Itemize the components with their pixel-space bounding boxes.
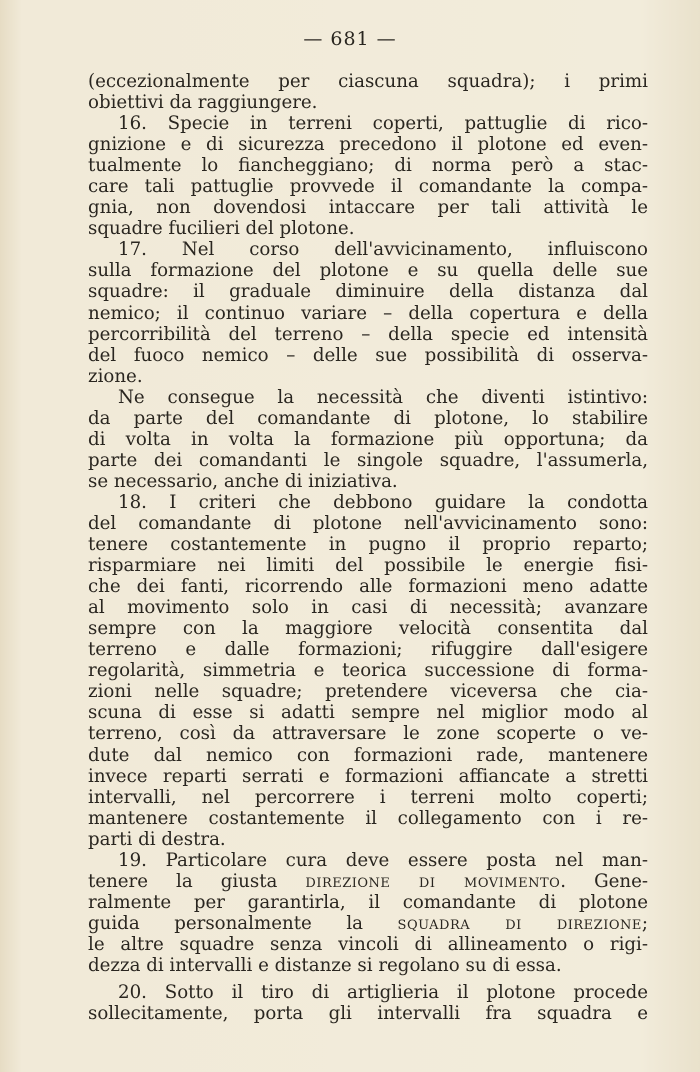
text-line <box>88 829 648 850</box>
text-line <box>88 92 648 113</box>
text-line <box>88 934 648 955</box>
text-run: gnia, non dovendosi intaccare per tali attività le <box>88 197 648 219</box>
text-line <box>88 281 648 302</box>
text-run: squadre: il graduale diminuire della distanza dal <box>88 281 648 303</box>
text-line <box>88 808 648 829</box>
text-line <box>88 513 648 534</box>
text-line <box>88 787 648 808</box>
text-run: sulla formazione del plotone e su quella delle sue <box>88 260 648 282</box>
text-line <box>88 260 648 281</box>
text-line <box>88 618 648 639</box>
text-run: del fuoco nemico – delle sue possibilità di osserva- <box>88 344 648 366</box>
text-line <box>88 113 648 134</box>
text-line <box>88 534 648 555</box>
text-line <box>88 576 648 597</box>
text-run: guida personalmente la <box>88 912 398 934</box>
text-run: regolarità, simmetria e teorica successione di forma- <box>88 660 648 682</box>
text-run: parti di destra. <box>88 828 226 850</box>
text-run: tenere costantemente in pugno il proprio reparto; <box>88 534 648 556</box>
text-line <box>88 555 648 576</box>
text-line <box>88 597 648 618</box>
small-caps-term: squadra di direzione <box>397 912 642 934</box>
text-run: zioni nelle squadre; pretendere viceversa che cia- <box>88 681 648 703</box>
text-line <box>88 681 648 702</box>
text-run: 19. Particolare cura deve essere posta nel man- <box>118 849 648 871</box>
text-run: sollecitamente, porta gli intervalli fra squadra e <box>88 1003 648 1025</box>
text-line <box>88 871 648 892</box>
text-run: da parte del comandante di plotone, lo stabilire <box>88 407 648 429</box>
text-line <box>88 197 648 218</box>
text-line <box>88 71 648 92</box>
text-run: obiettivi da raggiungere. <box>88 92 318 114</box>
text-line <box>88 450 648 471</box>
text-run: . Gene- <box>560 870 648 892</box>
text-run: ralmente per garantirla, il comandante di plotone <box>88 891 648 913</box>
text-line <box>88 702 648 723</box>
text-run: mantenere costantemente il collegamento con i re- <box>88 807 648 829</box>
text-line <box>88 745 648 766</box>
text-line <box>88 345 648 366</box>
text-line <box>88 429 648 450</box>
text-run: 18. I criteri che debbono guidare la condotta <box>118 491 648 513</box>
text-line <box>88 1003 648 1024</box>
text-line <box>88 387 648 408</box>
text-run: nemico; il continuo variare – della copertura e della <box>88 302 648 324</box>
text-run: intervalli, nel percorrere i terreni molto coperti; <box>88 786 648 808</box>
text-line <box>88 913 648 934</box>
text-run: (eccezionalmente per ciascuna squadra); i primi <box>88 71 648 92</box>
text-line <box>88 176 648 197</box>
page-number: — 681 — <box>303 28 397 50</box>
text-run: tenere la giusta <box>88 870 306 892</box>
text-run: percorribilità del terreno – della specie ed intensità <box>88 323 648 345</box>
text-line <box>88 766 648 787</box>
text-line <box>88 660 648 681</box>
text-run: invece reparti serrati e formazioni affiancate a stretti <box>88 765 648 787</box>
text-run: le altre squadre senza vincoli di allineamento o rigi- <box>88 933 648 955</box>
text-run: sempre con la maggiore velocità consentita dal <box>88 618 648 640</box>
text-run: al movimento solo in casi di necessità; avanzare <box>88 597 648 619</box>
text-line <box>88 324 648 345</box>
text-run: risparmiare nei limiti del possibile le energie fisi- <box>88 555 648 577</box>
text-run: 20. Sotto il tiro di artiglieria il plotone procede <box>118 982 648 1004</box>
text-run: terreno e dalle formazioni; rifuggire dall'esigere <box>88 639 648 661</box>
small-caps-term: direzione di movimento <box>305 870 561 892</box>
text-line <box>88 892 648 913</box>
text-run: del comandante di plotone nell'avvicinamento sono: <box>88 512 648 534</box>
text-run: parte dei comandanti le singole squadre, l'assumerla, <box>88 449 648 471</box>
text-run: gnizione e di sicurezza precedono il plotone ed even- <box>88 134 648 156</box>
text-run: squadre fucilieri del plotone. <box>88 218 355 240</box>
text-line <box>88 850 648 871</box>
text-run: dezza di intervalli e distanze si regolano su di essa. <box>88 954 562 976</box>
text-line <box>88 982 648 1003</box>
text-line <box>88 239 648 260</box>
text-line <box>88 408 648 429</box>
text-run: terreno, così da attraversare le zone scoperte o ve- <box>88 723 648 745</box>
text-run: che dei fanti, ricorrendo alle formazioni meno adatte <box>88 576 648 598</box>
text-run: ; <box>641 912 648 934</box>
body-text <box>88 71 648 1024</box>
text-line <box>88 723 648 744</box>
text-line <box>88 366 648 387</box>
text-run: zione. <box>88 365 143 387</box>
text-run: 16. Specie in terreni coperti, pattuglie di rico- <box>118 113 648 135</box>
text-line <box>88 218 648 239</box>
text-run: dute dal nemico con formazioni rade, mantenere <box>88 744 648 766</box>
text-run: di volta in volta la formazione più opportuna; da <box>88 428 648 450</box>
text-run: se necessario, anche di iniziativa. <box>88 470 398 492</box>
text-line <box>88 639 648 660</box>
text-run: Ne consegue la necessità che diventi istintivo: <box>118 386 648 408</box>
text-line <box>88 303 648 324</box>
text-line <box>88 134 648 155</box>
text-line <box>88 955 648 976</box>
text-run: scuna di esse si adatti sempre nel miglior modo al <box>88 702 648 724</box>
text-run: care tali pattuglie provvede il comandante la compa- <box>88 176 648 198</box>
text-run: 17. Nel corso dell'avvicinamento, influiscono <box>118 239 648 261</box>
text-line <box>88 155 648 176</box>
text-line <box>88 492 648 513</box>
text-line <box>88 471 648 492</box>
text-run: tualmente lo fiancheggiano; di norma però a stac- <box>88 155 648 177</box>
